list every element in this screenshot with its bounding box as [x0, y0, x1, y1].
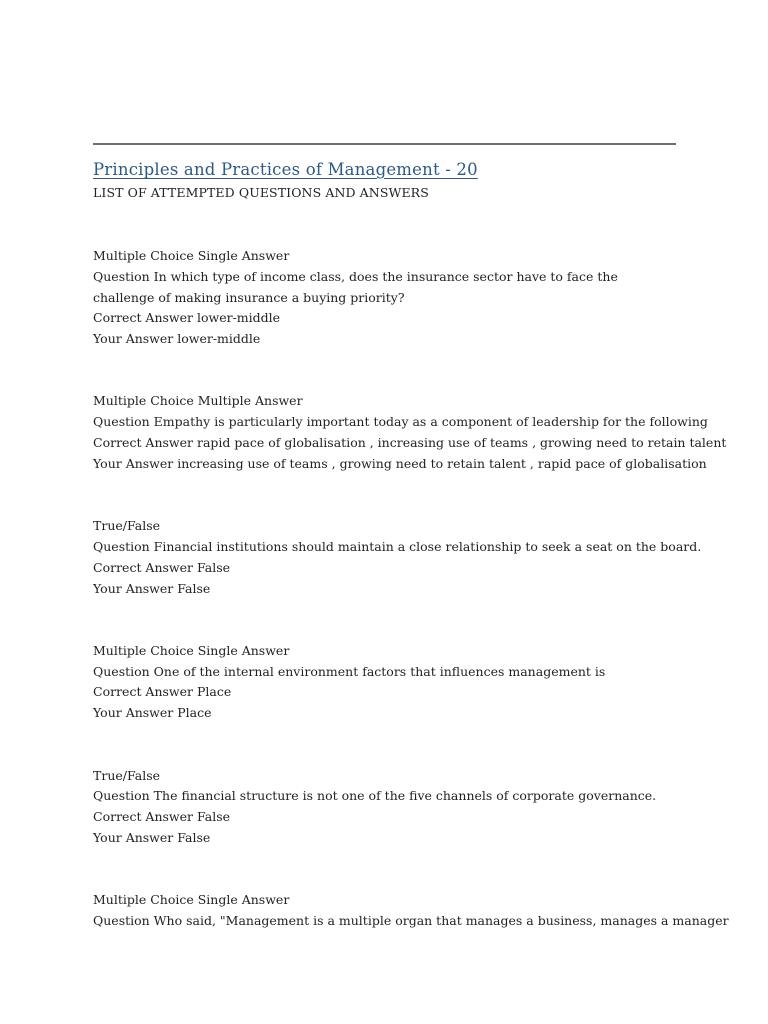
- correct-answer: Correct Answer rapid pace of globalisation , increasing use of teams , growing need to retain talent: [93, 435, 727, 451]
- qa-item: [93, 890, 729, 932]
- correct-answer: Correct Answer Place: [93, 684, 232, 700]
- question-type: Multiple Choice Single Answer: [93, 892, 290, 908]
- your-answer: Your Answer False: [93, 829, 211, 845]
- question-type: True/False: [93, 518, 161, 534]
- your-answer: Your Answer False: [93, 580, 211, 596]
- your-answer: Your Answer Place: [93, 705, 212, 721]
- qa-item: [93, 391, 727, 474]
- question-type: True/False: [93, 767, 161, 783]
- question-text: Question Empathy is particularly important today as a component of leadership for the following: [93, 414, 708, 430]
- question-text: Question The financial structure is not one of the five channels of corporate governance.: [93, 788, 657, 804]
- qa-item: [93, 641, 676, 724]
- document-page: [93, 143, 729, 973]
- qa-item: [93, 516, 702, 599]
- correct-answer: Correct Answer False: [93, 809, 231, 825]
- question-type: Multiple Choice Single Answer: [93, 248, 290, 263]
- qa-item: [93, 246, 676, 350]
- question-text: Question One of the internal environment factors that influences management is: [93, 663, 606, 679]
- question-text: Question In which type of income class, does the insurance sector have to face the challenge of making insurance a buying priority?: [93, 268, 618, 305]
- qa-item: [93, 766, 676, 849]
- correct-answer: Correct Answer False: [93, 559, 231, 575]
- question-text: Question Who said, "Management is a multiple organ that manages a business, manages a manager: [93, 913, 729, 929]
- correct-answer: Correct Answer lower-middle: [93, 310, 281, 326]
- qa-list: [93, 246, 729, 932]
- question-type: Multiple Choice Multiple Answer: [93, 393, 303, 409]
- document-subtitle: LIST OF ATTEMPTED QUESTIONS AND ANSWERS: [93, 185, 429, 200]
- document-title[interactable]: Principles and Practices of Management - 20: [93, 160, 478, 179]
- question-type: Multiple Choice Single Answer: [93, 642, 290, 658]
- your-answer: Your Answer lower-middle: [93, 331, 261, 347]
- question-text: Question Financial institutions should maintain a close relationship to seek a seat on the board.: [93, 538, 702, 554]
- your-answer: Your Answer increasing use of teams , growing need to retain talent , rapid pace of globalisation: [93, 455, 707, 471]
- top-rule: [93, 143, 676, 145]
